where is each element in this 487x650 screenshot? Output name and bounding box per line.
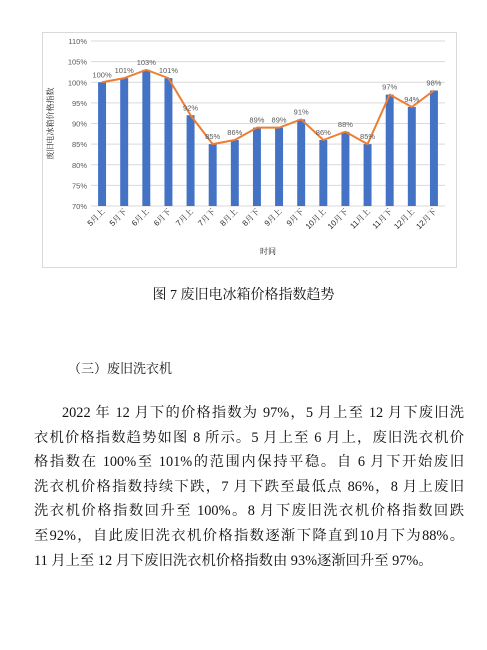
y-tick-label: 90% bbox=[71, 119, 87, 129]
price-index-chart bbox=[43, 33, 458, 269]
data-label: 94% bbox=[404, 95, 420, 104]
y-axis-title: 废旧电冰箱价格指数 bbox=[46, 87, 55, 160]
x-tick-label: 7月上 bbox=[174, 207, 195, 228]
paragraph-line: 11 月上至 12 月下废旧洗衣机价格指数由 93%逐渐回升至 97%。 bbox=[34, 552, 433, 569]
y-tick-label: 85% bbox=[71, 140, 87, 150]
section-heading: （三）废旧洗衣机 bbox=[68, 362, 173, 377]
data-label: 86% bbox=[227, 128, 243, 137]
x-tick-label: 9月上 bbox=[262, 207, 284, 228]
x-tick-label: 6月下 bbox=[152, 207, 173, 228]
x-tick-label: 11月上 bbox=[348, 207, 372, 231]
bar bbox=[297, 119, 305, 206]
data-label: 85% bbox=[360, 132, 376, 142]
y-tick-label: 105% bbox=[67, 57, 87, 67]
bar bbox=[364, 144, 372, 206]
data-label: 86% bbox=[315, 128, 331, 137]
paragraph-line: 至92%，自此废旧洗衣机价格指数逐渐下降直到10月下为88%。 bbox=[34, 527, 464, 544]
y-tick-label: 70% bbox=[71, 202, 87, 211]
bar bbox=[430, 91, 438, 207]
trend-line bbox=[102, 70, 434, 144]
x-tick-label: 5月上 bbox=[85, 207, 107, 228]
data-label: 91% bbox=[293, 107, 309, 117]
x-tick-label: 6月上 bbox=[129, 207, 151, 228]
x-tick-label: 8月上 bbox=[218, 207, 240, 228]
data-label: 92% bbox=[183, 103, 199, 113]
paragraph-line: 洗衣机价格指数持续下跌，7 月下跌至最低点 86%，8 月上废旧 bbox=[34, 478, 464, 495]
data-label: 89% bbox=[271, 115, 287, 125]
bar bbox=[319, 140, 327, 206]
chart-container bbox=[42, 32, 457, 268]
bar bbox=[231, 140, 239, 206]
data-label: 98% bbox=[426, 78, 442, 88]
bar bbox=[408, 107, 416, 206]
y-tick-label: 75% bbox=[71, 181, 87, 191]
bar bbox=[164, 78, 172, 206]
data-label: 88% bbox=[337, 119, 353, 129]
bar bbox=[209, 144, 217, 206]
data-label: 103% bbox=[136, 57, 156, 67]
x-axis-title: 时间 bbox=[260, 247, 276, 256]
x-tick-label: 8月下 bbox=[240, 207, 262, 228]
x-tick-label: 11月下 bbox=[370, 207, 395, 231]
bar bbox=[386, 95, 394, 206]
x-tick-label: 12月上 bbox=[392, 207, 417, 232]
x-tick-label: 9月下 bbox=[284, 207, 306, 228]
paragraph-line: 洗衣机价格指数回升至 100%。8 月下废旧洗衣机价格指数回跌 bbox=[34, 503, 464, 520]
x-tick-label: 5月下 bbox=[107, 207, 129, 228]
data-label: 89% bbox=[249, 115, 265, 125]
bar bbox=[120, 78, 128, 206]
bar bbox=[98, 82, 106, 206]
data-label: 85% bbox=[205, 132, 221, 142]
x-tick-label: 12月下 bbox=[414, 207, 439, 232]
x-tick-label: 10月下 bbox=[325, 207, 350, 232]
data-label: 100% bbox=[92, 70, 112, 80]
paragraph-line: 衣机价格指数趋势如图 8 所示。5 月上至 6 月上，废旧洗衣机价 bbox=[34, 429, 464, 446]
bar bbox=[275, 128, 283, 206]
y-tick-label: 80% bbox=[71, 160, 87, 170]
figure-caption: 图 7 废旧电冰箱价格指数趋势 bbox=[152, 288, 335, 303]
bar bbox=[187, 115, 195, 206]
data-label: 101% bbox=[114, 66, 134, 76]
bar bbox=[253, 128, 261, 206]
paragraph-line: 2022 年 12 月下的价格指数为 97%，5 月上至 12 月下废旧洗 bbox=[62, 405, 464, 421]
bar bbox=[341, 132, 349, 206]
paragraph-line: 格指数在 100%至 101%的范围内保持平稳。自 6 月下开始废旧 bbox=[34, 454, 464, 471]
y-tick-label: 95% bbox=[71, 98, 87, 108]
bar bbox=[142, 70, 150, 206]
data-label: 101% bbox=[158, 66, 179, 76]
x-tick-label: 7月下 bbox=[196, 207, 218, 228]
y-tick-label: 100% bbox=[67, 78, 87, 88]
x-tick-label: 10月上 bbox=[303, 207, 328, 232]
body-paragraph bbox=[34, 401, 464, 573]
y-tick-label: 110% bbox=[68, 37, 87, 46]
data-label: 97% bbox=[382, 82, 398, 92]
